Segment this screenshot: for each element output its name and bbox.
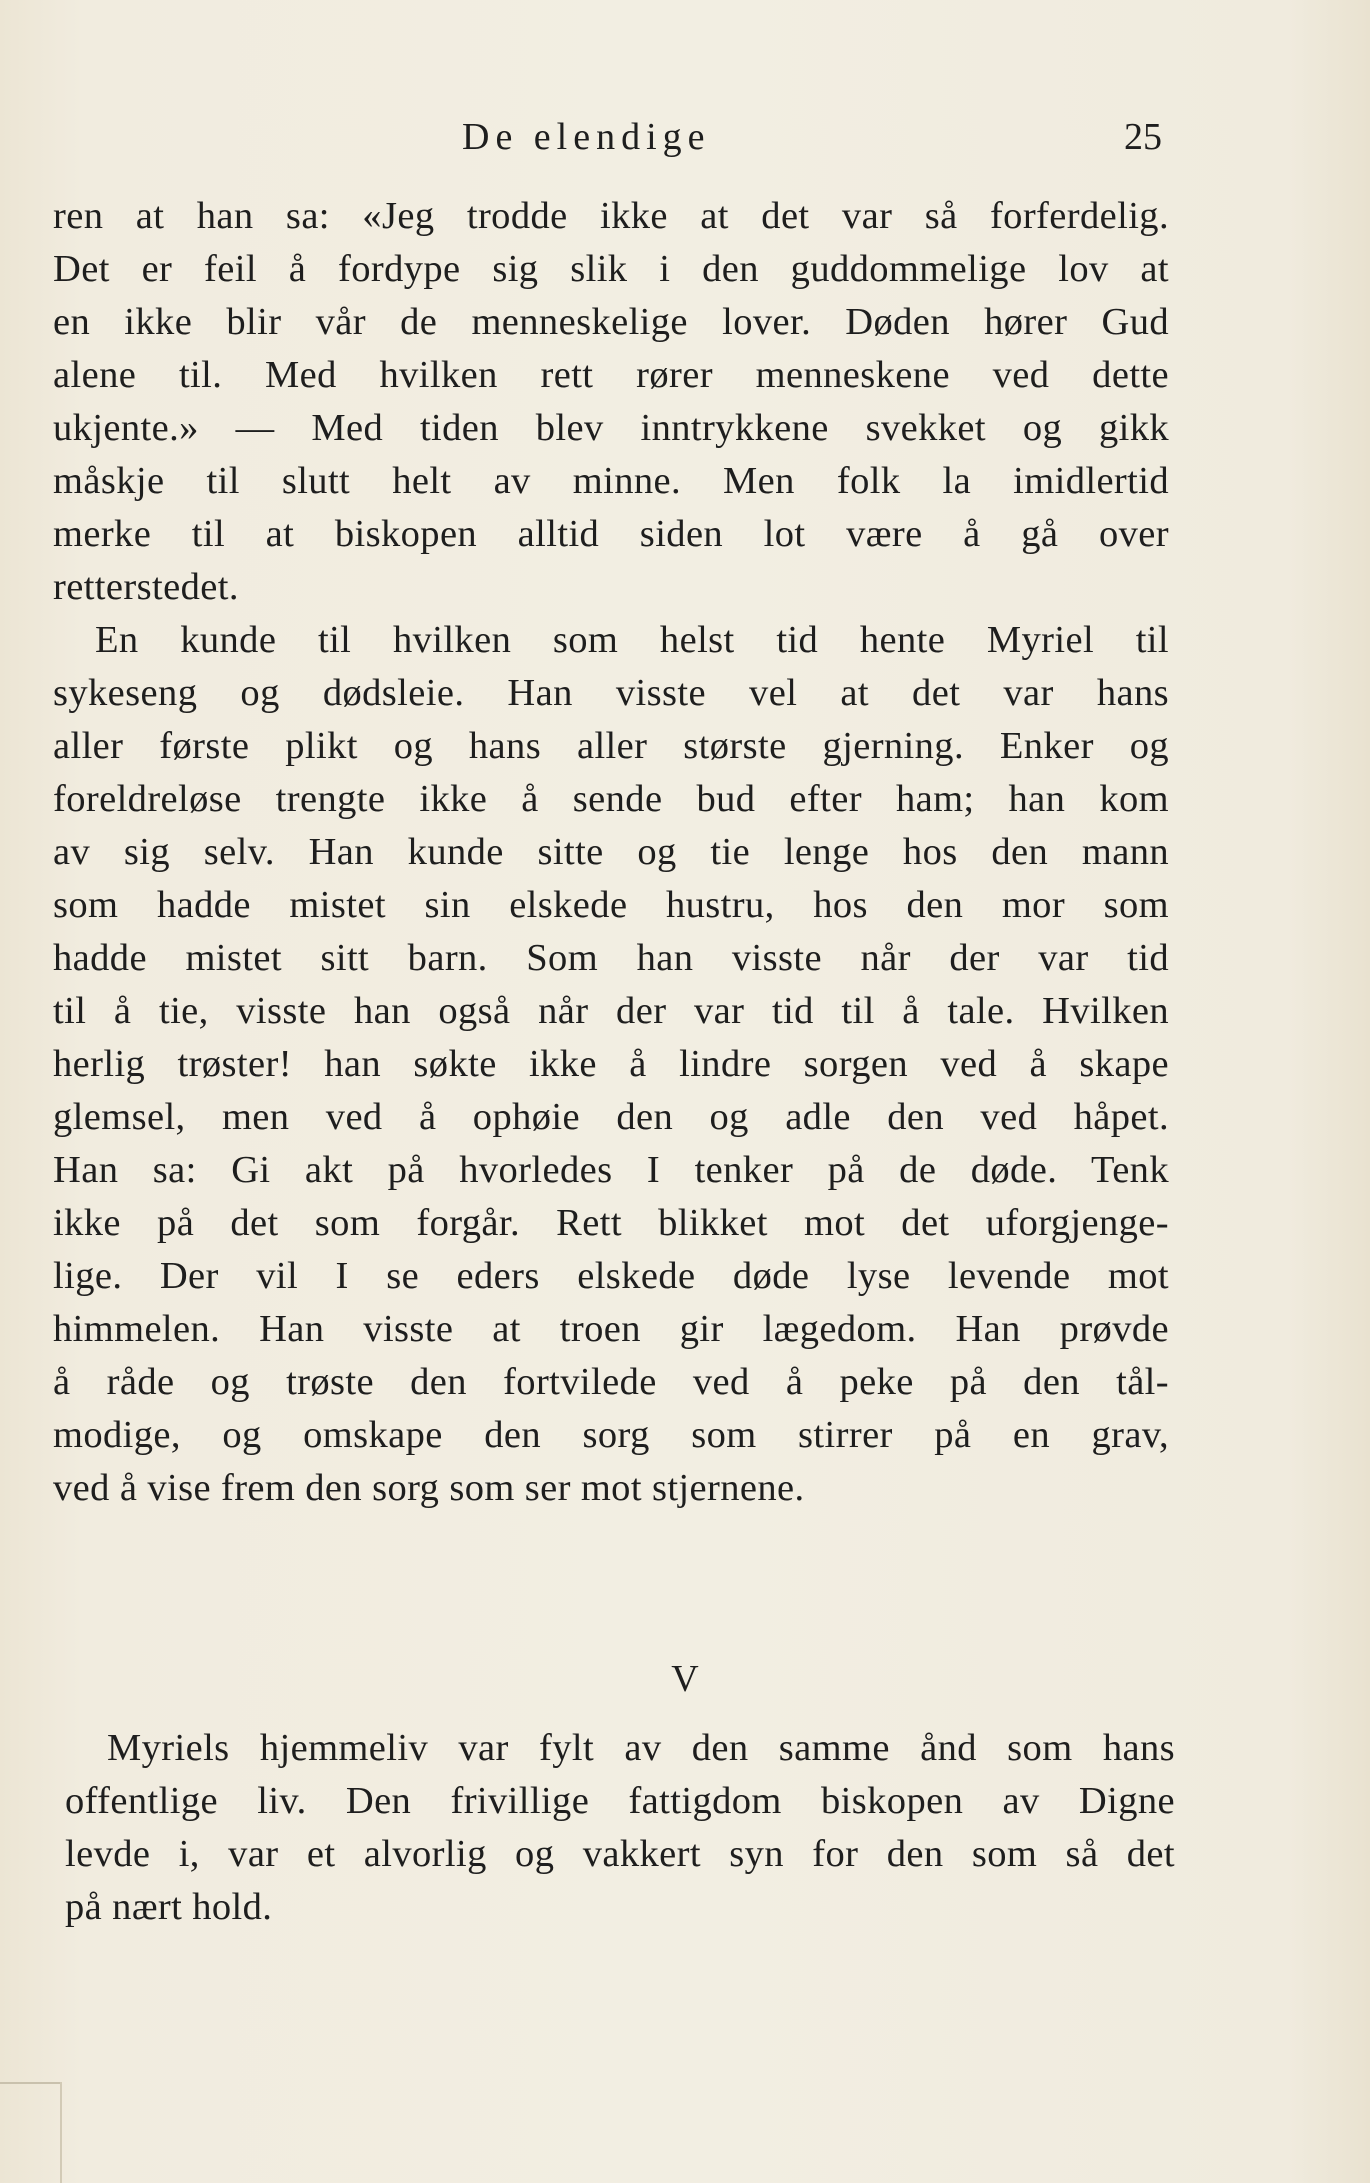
- text-line: aller første plikt og hans aller største gjerning. Enker og: [53, 725, 1169, 767]
- paragraph: [65, 1722, 1175, 1934]
- page-header: [0, 112, 1370, 162]
- text-line: som hadde mistet sin elskede hustru, hos den mor som: [53, 884, 1169, 926]
- text-line: modige, og omskape den sorg som stirrer på en grav,: [53, 1414, 1169, 1456]
- text-line: å råde og trøste den fortvilede ved å peke på den tål-: [53, 1361, 1169, 1403]
- body-text-upper: [53, 190, 1169, 1515]
- text-line: alene til. Med hvilken rett rører menneskene ved dette: [53, 354, 1169, 396]
- section-heading: V: [671, 1658, 699, 1700]
- text-line: en ikke blir vår de menneskelige lover. Døden hører Gud: [53, 301, 1169, 343]
- text-line: hadde mistet sitt barn. Som han visste når der var tid: [53, 937, 1169, 979]
- text-line: levde i, var et alvorlig og vakkert syn for den som så det: [65, 1833, 1175, 1875]
- text-line: lige. Der vil I se eders elskede døde lyse levende mot: [53, 1255, 1169, 1297]
- text-line: til å tie, visste han også når der var tid til å tale. Hvilken: [53, 990, 1169, 1032]
- text-line: Myriels hjemmeliv var fylt av den samme ånd som hans: [107, 1727, 1175, 1769]
- text-line: retterstedet.: [53, 566, 239, 608]
- text-line: ren at han sa: «Jeg trodde ikke at det var så forferdelig.: [53, 195, 1169, 237]
- page-number: 25: [1124, 116, 1162, 158]
- text-line: Han sa: Gi akt på hvorledes I tenker på de døde. Tenk: [53, 1149, 1169, 1191]
- text-line: ikke på det som forgår. Rett blikket mot det uforgjenge-: [53, 1202, 1169, 1244]
- text-line: foreldreløse trengte ikke å sende bud efter ham; han kom: [53, 778, 1169, 820]
- text-line: herlig trøster! han søkte ikke å lindre sorgen ved å skape: [53, 1043, 1169, 1085]
- text-line: av sig selv. Han kunde sitte og tie lenge hos den mann: [53, 831, 1169, 873]
- running-title: De elendige: [462, 116, 711, 158]
- scan-edge-mark: [0, 2082, 62, 2084]
- text-line: ved å vise frem den sorg som ser mot stjernene.: [53, 1467, 805, 1509]
- text-line: glemsel, men ved å ophøie den og adle den ved håpet.: [53, 1096, 1169, 1138]
- text-line: merke til at biskopen alltid siden lot være å gå over: [53, 513, 1169, 555]
- text-line: En kunde til hvilken som helst tid hente Myriel til: [95, 619, 1169, 661]
- body-text-lower: [65, 1722, 1175, 1934]
- text-line: offentlige liv. Den frivillige fattigdom biskopen av Digne: [65, 1780, 1175, 1822]
- scan-edge-mark: [60, 2082, 62, 2183]
- text-line: måskje til slutt helt av minne. Men folk la imidlertid: [53, 460, 1169, 502]
- paragraph: [53, 614, 1169, 1515]
- text-line: på nært hold.: [65, 1886, 273, 1928]
- text-line: Det er feil å fordype sig slik i den guddommelige lov at: [53, 248, 1169, 290]
- text-line: ukjente.» — Med tiden blev inntrykkene svekket og gikk: [53, 407, 1169, 449]
- paragraph-continuation: [53, 190, 1169, 614]
- text-line: himmelen. Han visste at troen gir lægedom. Han prøvde: [53, 1308, 1169, 1350]
- text-line: sykeseng og dødsleie. Han visste vel at det var hans: [53, 672, 1169, 714]
